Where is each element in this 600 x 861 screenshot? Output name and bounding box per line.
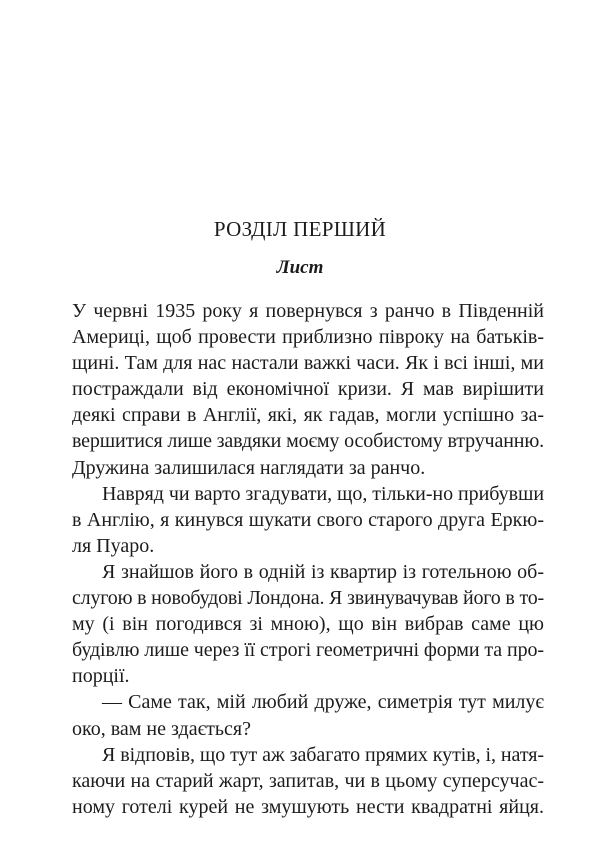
- text-line: У червні 1935 року я повернувся з ранчо в Південній: [72, 300, 544, 322]
- text-line: порції.: [72, 665, 130, 688]
- chapter-title: РОЗДІЛ ПЕРШИЙ: [213, 217, 387, 241]
- text-line: ному готелі курей не змушують нести квадратні яйця.: [72, 795, 544, 818]
- text-line: в Англію, я кинувся шукати свого старого друга Еркю-: [72, 508, 544, 531]
- text-line: Дружина залишилася наглядати за ранчо.: [72, 456, 426, 479]
- text-line: постраждали від економічної кризи. Я мав вирішити: [72, 378, 544, 401]
- text-line: щині. Там для нас настали важкі часи. Як і всі інші, ми: [72, 352, 544, 375]
- body-text: [72, 298, 544, 820]
- text-line: Навряд чи варто згадувати, що, тільки-но прибувши: [102, 482, 544, 505]
- text-line: вершитися лише завдяки моєму особистому втручанню.: [72, 430, 544, 453]
- text-line: ля Пуаро.: [72, 534, 155, 557]
- text-line: — Саме так, мій любий друже, симетрія тут милує: [102, 691, 544, 714]
- text-line: Америці, щоб провести приблизно півроку на батьків-: [72, 326, 544, 349]
- text-line: око, вам не здається?: [72, 717, 251, 740]
- text-line: му (і він погодився зі мною), що він вибрав саме цю: [72, 613, 544, 636]
- text-line: каючи на старий жарт, запитав, чи в цьому суперсучас-: [72, 769, 544, 792]
- text-line: будівлю лише через її строгі геометричні форми та про-: [72, 639, 544, 662]
- text-line: слугою в новобудові Лондона. Я звинувачував його в то-: [72, 587, 544, 610]
- text-line: Я знайшов його в одній із квартир із готельною об-: [102, 560, 544, 583]
- chapter-subtitle: Лист: [276, 257, 324, 278]
- text-line: Я відповів, що тут аж забагато прямих кутів, і, натя-: [102, 743, 545, 766]
- text-line: деякі справи в Англії, які, як гадав, могли успішно за-: [72, 404, 544, 427]
